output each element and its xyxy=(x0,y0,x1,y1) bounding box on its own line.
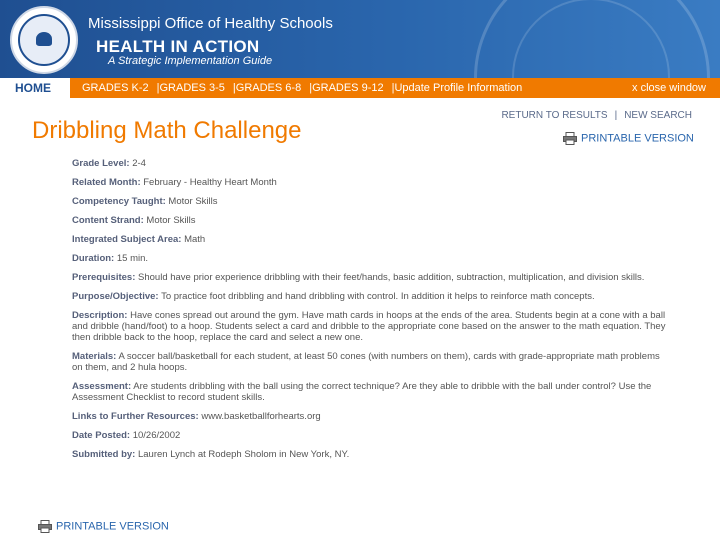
nav-separator: | xyxy=(232,82,236,94)
site-title: HEALTH IN ACTION xyxy=(96,37,260,56)
utility-links xyxy=(501,110,692,121)
org-name: Mississippi Office of Healthy Schools xyxy=(88,15,333,32)
page-title: Dribbling Math Challenge xyxy=(32,117,302,144)
field-value: Lauren Lynch at Rodeph Sholom in New York, NY. xyxy=(137,449,350,460)
field-label: Materials: xyxy=(72,351,117,362)
lesson-details xyxy=(72,158,672,468)
field-label: Description: xyxy=(72,310,128,321)
nav-separator: | xyxy=(391,82,395,94)
printable-version-label: PRINTABLE VERSION xyxy=(581,132,694,145)
field-date-posted xyxy=(72,430,672,441)
field-label: Related Month: xyxy=(72,177,141,188)
utility-separator: | xyxy=(614,110,618,121)
field-value: 10/26/2002 xyxy=(132,430,181,441)
field-label: Purpose/Objective: xyxy=(72,291,159,302)
nav-grades-9-12[interactable]: GRADES 9-12 xyxy=(312,82,384,94)
field-label: Submitted by: xyxy=(72,449,136,460)
field-label: Content Strand: xyxy=(72,215,144,226)
nav-grades-6-8[interactable]: GRADES 6-8 xyxy=(235,82,302,94)
field-value: February - Healthy Heart Month xyxy=(143,177,277,188)
nav-grades-3-5[interactable]: GRADES 3-5 xyxy=(159,82,225,94)
return-to-results-link[interactable]: RETURN TO RESULTS xyxy=(501,110,608,121)
field-label: Competency Taught: xyxy=(72,196,166,207)
field-label: Date Posted: xyxy=(72,430,131,441)
field-value: Motor Skills xyxy=(168,196,218,207)
field-label: Integrated Subject Area: xyxy=(72,234,182,245)
new-search-link[interactable]: NEW SEARCH xyxy=(624,110,692,121)
field-prerequisites xyxy=(72,272,672,283)
field-label: Duration: xyxy=(72,253,115,264)
resources-link[interactable]: www.basketballforhearts.org xyxy=(201,411,321,422)
printer-icon xyxy=(563,132,577,145)
field-value: Math xyxy=(184,234,206,245)
field-value: Should have prior experience dribbling with their feet/hands, basic addition, subtraction, multiplication, and division skills. xyxy=(138,272,645,283)
printable-version-link-bottom[interactable] xyxy=(38,520,169,533)
field-assessment xyxy=(72,381,672,403)
site-tagline: A Strategic Implementation Guide xyxy=(108,55,273,67)
field-subject-area xyxy=(72,234,672,245)
field-value: 2-4 xyxy=(132,158,146,169)
field-value: Are students dribbling with the ball using the correct technique? Are they able to dribble with the ball under control? Use the Assessment Checklist to record student skills. xyxy=(72,381,652,403)
nav-separator: | xyxy=(156,82,160,94)
field-value: Motor Skills xyxy=(146,215,196,226)
nav-grades-k2[interactable]: GRADES K-2 xyxy=(82,82,149,94)
field-submitted-by xyxy=(72,449,672,460)
eagle-icon xyxy=(36,32,52,46)
field-materials xyxy=(72,351,672,373)
nav-separator: | xyxy=(309,82,313,94)
nav-update-profile[interactable]: Update Profile Information xyxy=(394,82,523,94)
field-competency xyxy=(72,196,672,207)
field-grade-level xyxy=(72,158,672,169)
printer-icon xyxy=(38,520,52,533)
field-related-month xyxy=(72,177,672,188)
field-value: To practice foot dribbling and hand dribbling with control. In addition it helps to reinforce math concepts. xyxy=(161,291,595,302)
main-nav xyxy=(0,78,720,98)
field-label: Prerequisites: xyxy=(72,272,136,283)
printable-version-label: PRINTABLE VERSION xyxy=(56,520,169,533)
close-window-link[interactable]: x close window xyxy=(632,82,706,94)
site-header xyxy=(0,0,720,78)
printable-version-link-top[interactable] xyxy=(563,132,694,145)
field-duration xyxy=(72,253,672,264)
field-value: A soccer ball/basketball for each student, at least 50 cones (with numbers on them), cards with grade-appropriate math problems on them, and 2 hula hoops. xyxy=(72,351,660,373)
field-label: Assessment: xyxy=(72,381,132,392)
state-seal-icon xyxy=(10,6,78,74)
field-description xyxy=(72,310,672,343)
field-purpose xyxy=(72,291,672,302)
field-value: Have cones spread out around the gym. Have math cards in hoops at the ends of the area. Students begin at a cone with a ball and dribble (hand/foot) to a hoop. Students select a card and dribble to the appropriate cone based on the answer to the math equation. They then dribble back to the hoop, replace the card and select a new one. xyxy=(72,310,666,343)
nav-home-link[interactable]: HOME xyxy=(0,78,70,98)
seal-watermark-icon xyxy=(474,0,710,78)
nav-links xyxy=(82,78,522,98)
seal-ring xyxy=(18,14,70,66)
field-label: Links to Further Resources: xyxy=(72,411,199,422)
field-resources xyxy=(72,411,672,422)
field-value: 15 min. xyxy=(116,253,149,264)
field-label: Grade Level: xyxy=(72,158,130,169)
field-content-strand xyxy=(72,215,672,226)
